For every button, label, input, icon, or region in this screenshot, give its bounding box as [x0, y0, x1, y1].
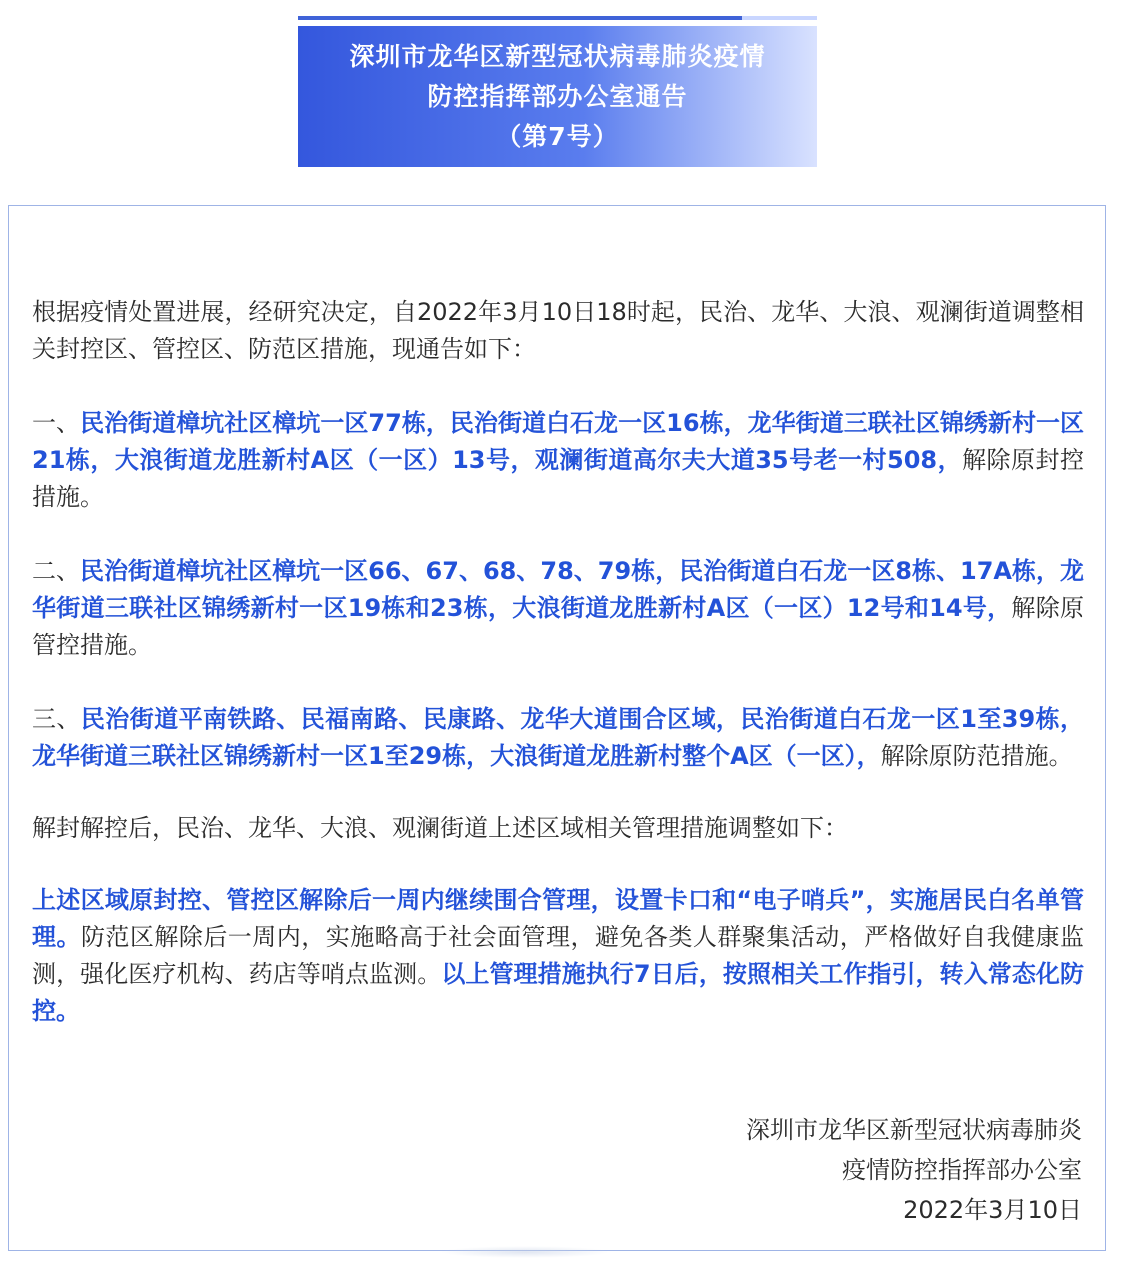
signature-block	[746, 1110, 1082, 1230]
measures-highlight-2: 以上管理措施执行7日后，按照相关工作指引，转入常态化防控。	[32, 960, 1085, 1025]
header-title-line2: 防控指挥部办公室通告	[427, 81, 688, 111]
item-one-highlight: 民治街道樟坑社区樟坑一区77栋，民治街道白石龙一区16栋，龙华街道三联社区锦绣新村一区21栋，大浪街道龙胜新村A区（一区）13号，观澜街道高尔夫大道35号老一村508，	[32, 409, 1085, 474]
item-three-tail: 解除原防范措施。	[880, 742, 1073, 770]
item-one-tail: 解除原封控措施。	[32, 446, 1084, 511]
item-two-highlight: 民治街道樟坑社区樟坑一区66、67、68、78、79栋，民治街道白石龙一区8栋、17A栋，龙华街道三联社区锦绣新村一区19栋和23栋，大浪街道龙胜新村A区（一区）12号和14号，	[32, 557, 1085, 622]
measures-normal: 防范区解除后一周内，实施略高于社会面管理，避免各类人群聚集活动，严格做好自我健康监测，强化医疗机构、药店等哨点监测。	[32, 923, 1084, 988]
intro-paragraph: 根据疫情处置进展，经研究决定，自2022年3月10日18时起，民治、龙华、大浪、观澜街道调整相关封控区、管控区、防范区措施，现通告如下：	[32, 298, 1084, 363]
notice-header	[298, 26, 817, 167]
item-one	[32, 405, 1084, 516]
item-three	[32, 701, 1084, 775]
item-two-tail: 解除原管控措施。	[32, 594, 1084, 659]
measures-highlight-1: 上述区域原封控、管控区解除后一周内继续围合管理，设置卡口和“电子哨兵”，实施居民白名单管理。	[32, 886, 1084, 951]
signature-line1: 深圳市龙华区新型冠状病毒肺炎	[746, 1116, 1082, 1144]
item-three-highlight: 民治街道平南铁路、民福南路、民康路、龙华大道围合区域，民治街道白石龙一区1至39栋，龙华街道三联社区锦绣新村一区1至29栋，大浪街道龙胜新村整个A区（一区），	[32, 705, 1084, 770]
header-notice-number: （第7号）	[496, 121, 619, 151]
measures-paragraph	[32, 882, 1084, 1030]
signature-line2: 疫情防控指挥部办公室	[842, 1156, 1082, 1184]
notice-body	[32, 294, 1084, 1030]
signature-date: 2022年3月10日	[903, 1196, 1082, 1224]
item-one-prefix: 一、	[32, 409, 81, 437]
header-top-rule	[298, 16, 817, 20]
header-top-rule-accent	[742, 16, 817, 20]
item-two-prefix: 二、	[32, 557, 81, 585]
bottom-decoration	[440, 1246, 610, 1258]
item-two	[32, 553, 1084, 664]
after-paragraph: 解封解控后，民治、龙华、大浪、观澜街道上述区域相关管理措施调整如下：	[32, 814, 848, 842]
header-title-line1: 深圳市龙华区新型冠状病毒肺炎疫情	[349, 41, 766, 71]
item-three-prefix: 三、	[32, 705, 81, 733]
